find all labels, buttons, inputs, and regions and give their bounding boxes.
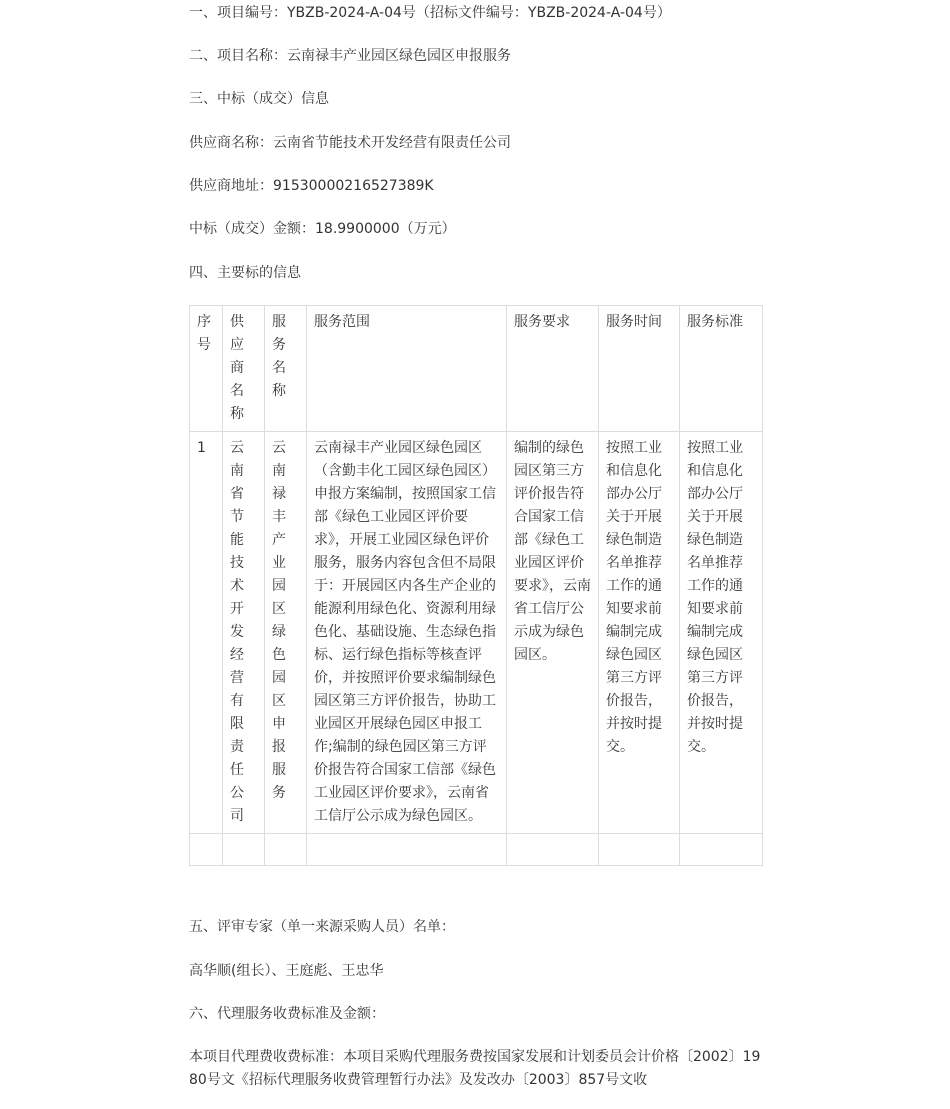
cell-requirement: 编制的绿色园区第三方评价报告符合国家工信部《绿色工业园区评价要求》，云南省工信厅公示成为绿色园区。 (507, 432, 599, 834)
experts-title: 五、评审专家（单一来源采购人员）名单： (189, 919, 455, 935)
header-standard: 服务标准 (680, 306, 763, 432)
empty-cell (190, 834, 223, 866)
table-row (190, 432, 763, 834)
agency-fee-title: 六、代理服务收费标准及金额： (189, 1006, 385, 1022)
agency-fee-text: 本项目代理费收费标准：本项目采购代理服务费按国家发展和计划委员会计价格〔2002〕1980号文《招标代理服务收费管理暂行办法》及发改办〔2003〕857号文收 (189, 1049, 761, 1088)
empty-cell (599, 834, 680, 866)
supplier-address-line: 供应商地址：91530000216527389K (189, 178, 434, 194)
header-index: 序号 (190, 306, 223, 432)
header-scope: 服务范围 (307, 306, 507, 432)
header-time: 服务时间 (599, 306, 680, 432)
award-amount-line: 中标（成交）金额：18.9900000（万元） (189, 221, 456, 237)
main-info-table (189, 305, 763, 866)
project-name-line: 二、项目名称：云南禄丰产业园区绿色园区申报服务 (189, 48, 511, 64)
cell-standard: 按照工业和信息化部办公厅关于开展绿色制造名单推荐工作的通知要求前编制完成绿色园区第三方评价报告，并按时提交。 (680, 432, 763, 834)
header-supplier: 供应商名称 (223, 306, 265, 432)
empty-cell (265, 834, 307, 866)
empty-cell (507, 834, 599, 866)
cell-scope: 云南禄丰产业园区绿色园区（含勤丰化工园区绿色园区）申报方案编制，按照国家工信部《绿色工业园区评价要求》，开展工业园区绿色评价服务，服务内容包含但不局限于：开展园区内各生产企业的能源利用绿色化、资源利用绿色化、基础设施、生态绿色指标、运行绿色指标等核查评价，并按照评价要求编制绿色园区第三方评价报告，协助工业园区开展绿色园区申报工作;编制的绿色园区第三方评价报告符合国家工信部《绿色工业园区评价要求》，云南省工信厅公示成为绿色园区。 (307, 432, 507, 834)
header-service-name: 服务名称 (265, 306, 307, 432)
empty-cell (223, 834, 265, 866)
empty-cell (307, 834, 507, 866)
award-section-title: 三、中标（成交）信息 (189, 91, 329, 107)
cell-index: 1 (190, 432, 223, 834)
table-empty-row (190, 834, 763, 866)
supplier-name-line: 供应商名称：云南省节能技术开发经营有限责任公司 (189, 135, 511, 151)
experts-names: 高华顺(组长）、王庭彪、王忠华 (189, 963, 384, 979)
main-info-title: 四、主要标的信息 (189, 265, 301, 281)
project-number-line: 一、项目编号：YBZB-2024-A-04号（招标文件编号：YBZB-2024-A-04号） (189, 5, 671, 21)
cell-time: 按照工业和信息化部办公厅关于开展绿色制造名单推荐工作的通知要求前编制完成绿色园区第三方评价报告，并按时提交。 (599, 432, 680, 834)
cell-supplier: 云南省节能技术开发经营有限责任公司 (223, 432, 265, 834)
cell-service-name: 云南禄丰产业园区绿色园区申报服务 (265, 432, 307, 834)
table-header-row (190, 306, 763, 432)
header-requirement: 服务要求 (507, 306, 599, 432)
empty-cell (680, 834, 763, 866)
